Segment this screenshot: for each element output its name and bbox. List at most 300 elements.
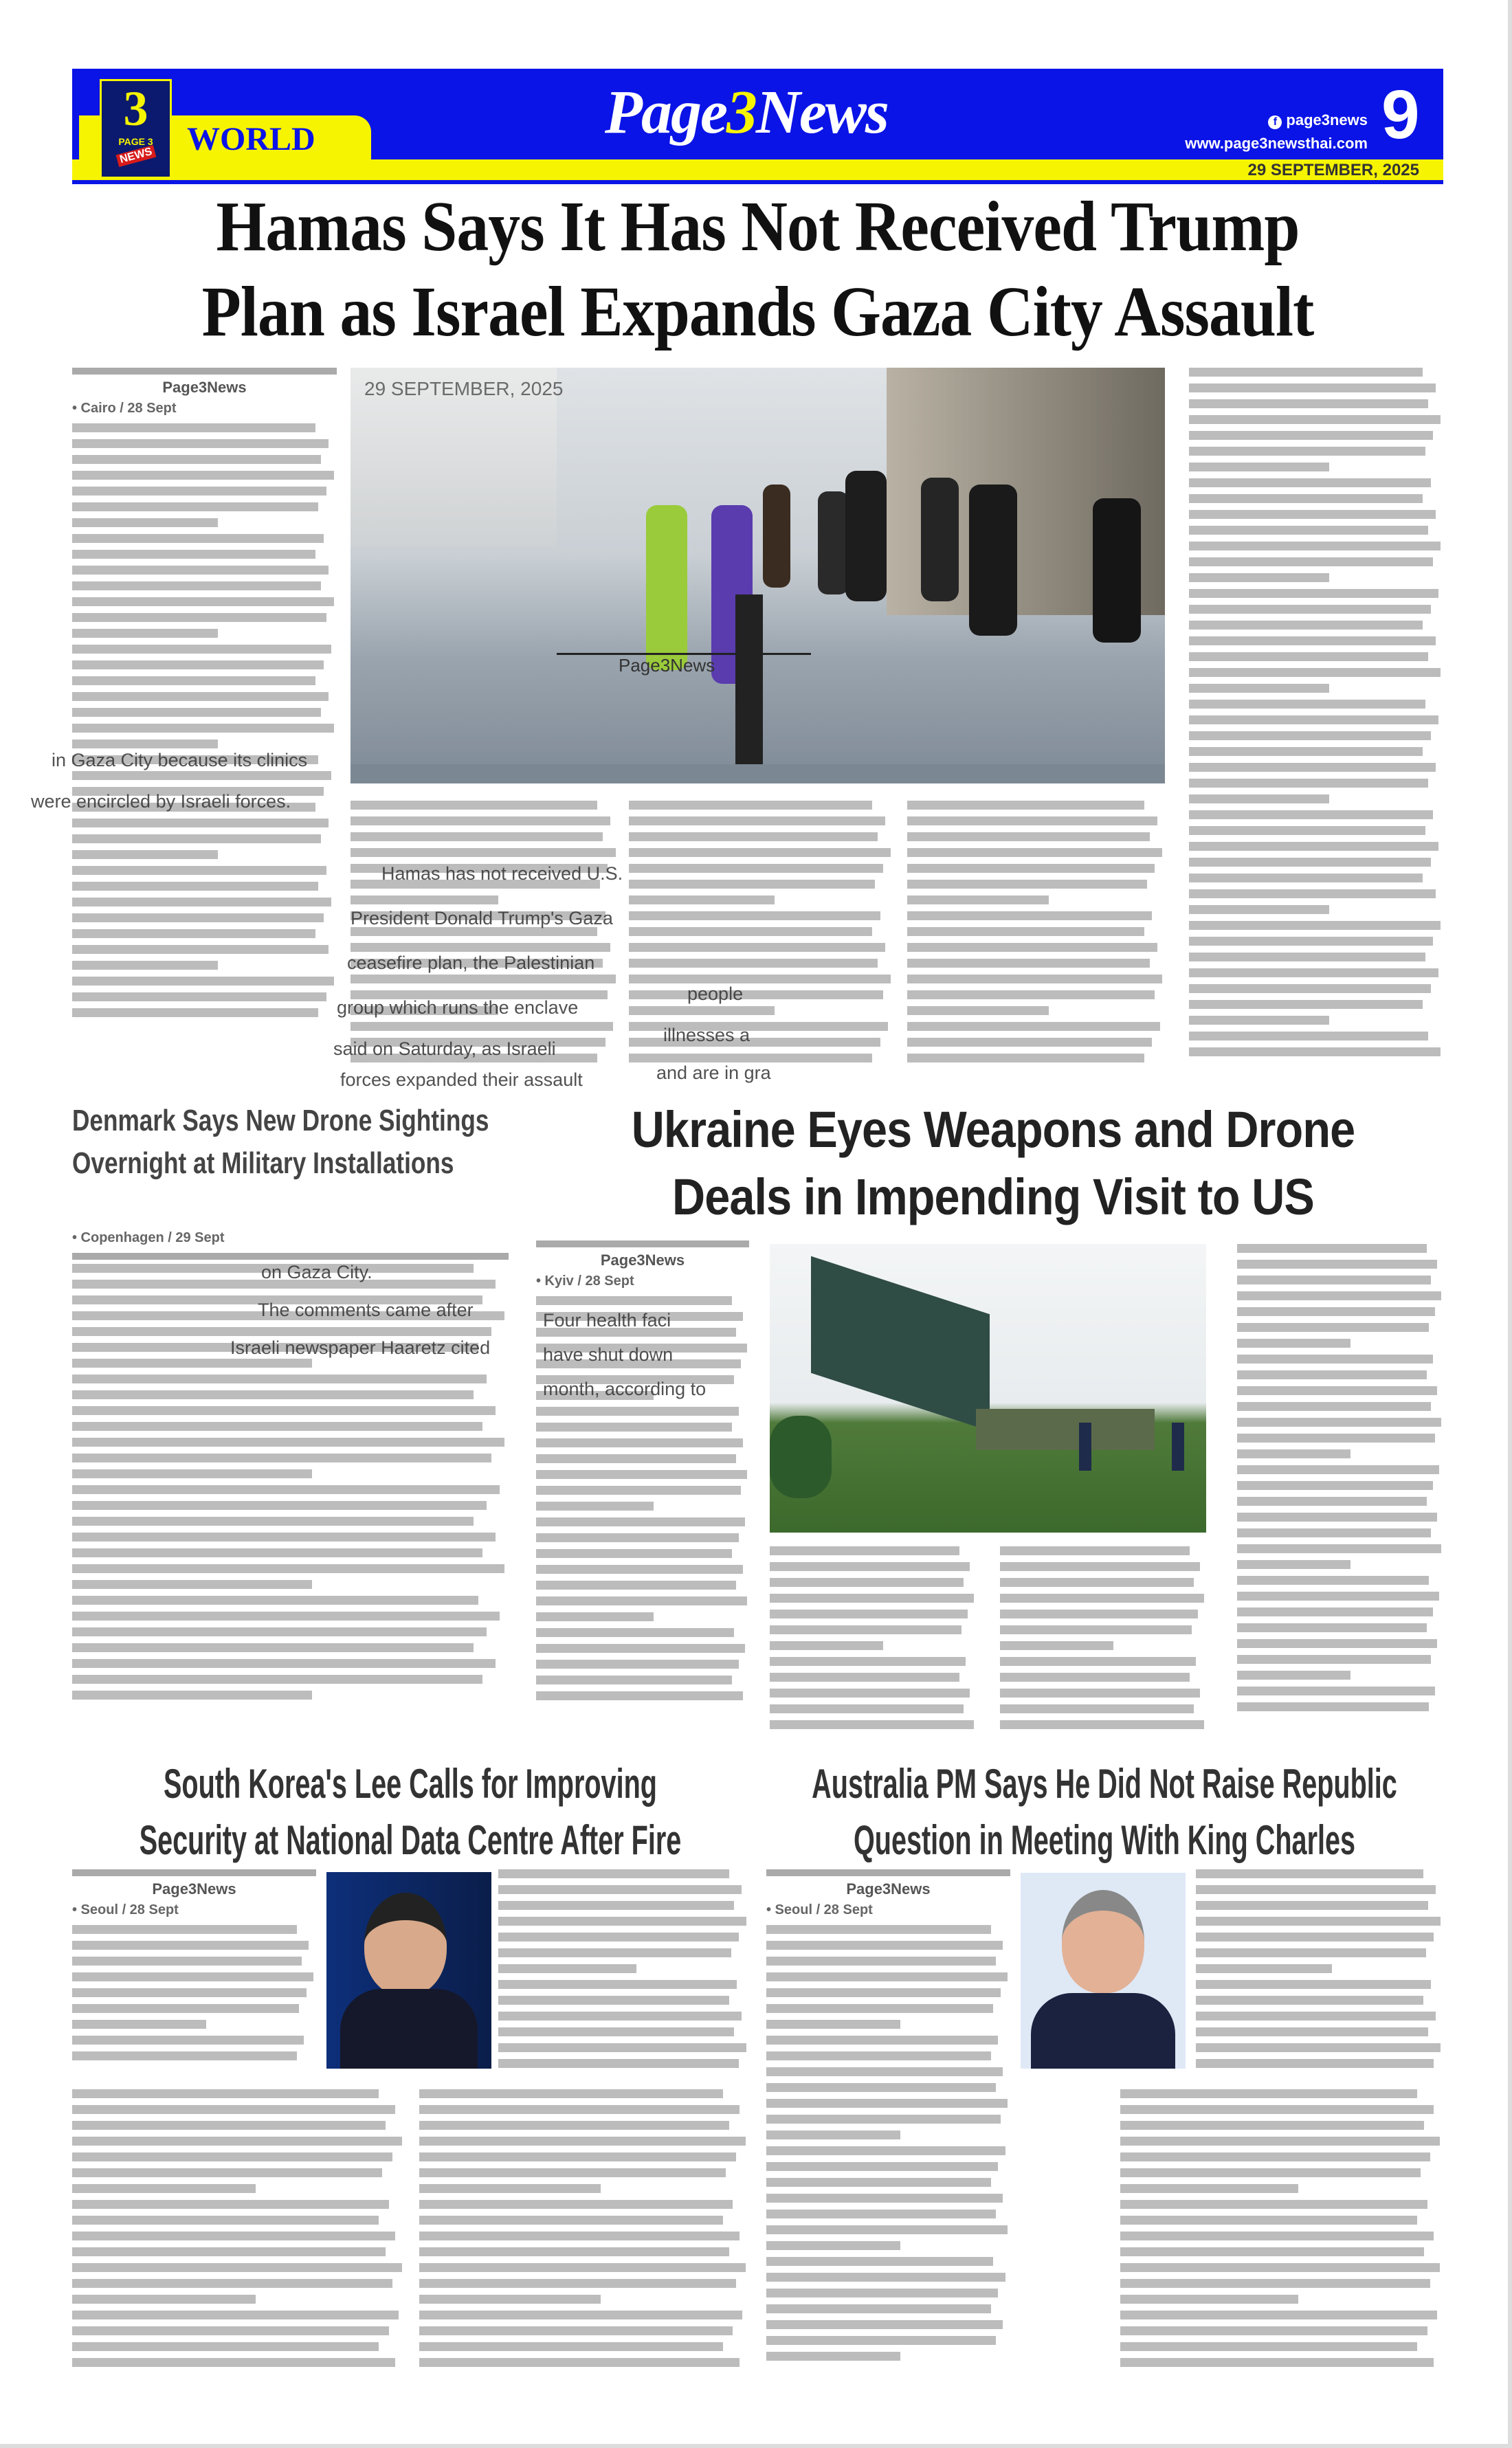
blurred-text-line (1237, 1513, 1437, 1522)
blurred-text-line (1189, 889, 1436, 898)
blurred-text-line (72, 1675, 482, 1684)
blurred-text-line (1237, 1291, 1441, 1300)
blurred-text-line (72, 1008, 318, 1017)
section-label: WORLD (187, 121, 315, 157)
lead-headline-line1: Hamas Says It Has Not Received Trump (216, 187, 1300, 266)
blurred-text-line (1237, 1339, 1350, 1348)
blurred-text-line (72, 1643, 474, 1652)
blurred-text-line (72, 2295, 256, 2304)
blurred-text-line (72, 1612, 500, 1621)
blurred-text-line (1000, 1673, 1190, 1682)
blurred-text-line (72, 423, 315, 432)
blurred-text-line (766, 2320, 1003, 2329)
blurred-text-line (72, 2326, 389, 2335)
blurred-text-line (1189, 858, 1431, 867)
blurred-text-line (419, 2168, 726, 2177)
blurred-text-line (1120, 2200, 1427, 2209)
australia-headline-line1: Australia PM Says He Did Not Raise Republic (812, 1761, 1397, 1807)
korea-dateline: • Seoul / 28 Sept (72, 1902, 179, 1917)
blurred-text-line (419, 2137, 746, 2146)
blurred-text-line (72, 2152, 392, 2161)
blurred-text-line (72, 1580, 312, 1589)
page-number: 9 (1381, 76, 1420, 153)
ukraine-headline-line1: Ukraine Eyes Weapons and Drone (631, 1101, 1355, 1158)
blurred-text-line (1189, 779, 1428, 788)
blurred-text-line (351, 801, 597, 810)
blurred-text-line (72, 1925, 297, 1934)
website-link[interactable]: www.page3newsthai.com (1185, 135, 1368, 152)
blurred-text-line (536, 1486, 741, 1495)
blurred-text-line (72, 1548, 482, 1557)
facebook-icon: f (1268, 115, 1282, 129)
blurred-text-line (1237, 1671, 1350, 1680)
blurred-text-line (766, 2162, 998, 2171)
blurred-text-line (72, 1517, 474, 1526)
blurred-text-line (766, 1957, 996, 1966)
blurred-text-line (72, 1485, 500, 1494)
blurred-text-line (1000, 1704, 1194, 1713)
blurred-text-line (72, 471, 334, 480)
byline-rule (72, 368, 337, 375)
blurred-text-line (72, 2342, 379, 2351)
blurred-text-line (1189, 921, 1441, 930)
blurred-text-line (766, 2004, 993, 2013)
blurred-text-line (1196, 2027, 1428, 2036)
ghost-text: on Gaza City. (261, 1262, 373, 1282)
logo-number: 3 (123, 81, 148, 136)
blurred-text-line (1000, 1625, 1192, 1634)
blurred-text-line (770, 1673, 959, 1682)
blurred-text-line (72, 597, 334, 606)
blurred-text-line (351, 975, 616, 983)
blurred-text-line (766, 1925, 991, 1934)
blurred-text-line (629, 895, 775, 904)
blurred-text-line (766, 2241, 900, 2250)
blurred-text-line (1237, 1276, 1431, 1284)
blurred-text-line (766, 2210, 996, 2218)
blurred-text-line (766, 1988, 1001, 1997)
blurred-text-line (1189, 478, 1431, 487)
blurred-text-line (419, 2342, 723, 2351)
blurred-text-line (1237, 1370, 1427, 1379)
blurred-text-line (72, 1501, 487, 1510)
ghost-text: people (687, 983, 744, 1004)
blurred-text-line (351, 1022, 613, 1031)
blurred-text-line (1120, 2216, 1417, 2225)
blurred-text-line (766, 2225, 1008, 2234)
ghost-text: ceasefire plan, the Palestinian (347, 953, 595, 973)
blurred-text-line (536, 1676, 732, 1684)
lead-column-left (72, 368, 337, 1082)
blurred-text-line (72, 2168, 382, 2177)
ghost-text: The comments came after (258, 1300, 474, 1320)
blurred-text-line (72, 2279, 392, 2288)
blurred-text-line (1189, 1032, 1428, 1041)
blurred-text-line (907, 880, 1147, 889)
blurred-text-line (72, 2020, 206, 2029)
blurred-text-line (72, 2089, 379, 2098)
blurred-text-line (1189, 1016, 1329, 1025)
blurred-text-line (1237, 1560, 1350, 1569)
blurred-text-line (1237, 1323, 1429, 1332)
blurred-text-line (536, 1628, 734, 1637)
blurred-text-line (1120, 2295, 1298, 2304)
blurred-text-line (72, 613, 326, 622)
blurred-text-line (766, 2273, 1005, 2282)
blurred-text-line (1189, 715, 1438, 724)
blurred-text-line (1120, 2311, 1437, 2319)
ghost-text: Hamas has not received U.S. (381, 863, 623, 884)
blurred-text-line (766, 2304, 991, 2313)
blurred-text-line (907, 864, 1155, 873)
blurred-text-line (1189, 652, 1428, 661)
blurred-text-line (1189, 510, 1436, 519)
blurred-text-line (1237, 1386, 1437, 1395)
blurred-text-line (1237, 1544, 1441, 1553)
denmark-dateline: • Copenhagen / 29 Sept (72, 1230, 225, 1245)
blurred-text-line (1189, 874, 1423, 882)
blurred-text-line (907, 1006, 1049, 1015)
blurred-text-line (498, 2027, 734, 2036)
ghost-text: were encircled by Israeli forces. (31, 791, 291, 812)
lead-headline-line2: Plan as Israel Expands Gaza City Assault (201, 272, 1314, 351)
ukraine-headline-line2: Deals in Impending Visit to US (672, 1168, 1314, 1225)
blurred-text-line (72, 1659, 496, 1668)
blurred-text-line (1237, 1576, 1429, 1585)
australia-dateline: • Seoul / 28 Sept (766, 1902, 873, 1917)
denmark-headline: Denmark Says New Drone Sightings Overnight at Military Installations (72, 1104, 489, 1180)
blurred-text-line (419, 2311, 742, 2319)
blurred-text-line (1237, 1418, 1441, 1427)
blurred-text-line (1196, 1901, 1428, 1910)
blurred-text-line (498, 2012, 742, 2021)
brand-suffix: News (755, 78, 888, 146)
blurred-text-line (498, 1933, 739, 1941)
blurred-text-line (351, 816, 610, 825)
blurred-text-line (351, 832, 603, 841)
blurred-text-line (536, 1691, 743, 1700)
blurred-text-line (536, 1660, 739, 1669)
blurred-text-line (419, 2326, 733, 2335)
blurred-text-line (72, 550, 315, 559)
blurred-text-line (766, 2051, 991, 2060)
blurred-text-line (629, 975, 891, 983)
blurred-text-line (1120, 2152, 1430, 2161)
blurred-text-line (1189, 589, 1438, 598)
blurred-text-line (1189, 794, 1329, 803)
ghost-text: illnesses a (663, 1025, 751, 1045)
blurred-text-line (1237, 1260, 1437, 1269)
blurred-text-line (907, 1038, 1152, 1047)
blurred-text-line (1000, 1657, 1196, 1666)
blurred-text-line (766, 2146, 1005, 2155)
blurred-text-line (72, 850, 218, 859)
blurred-text-line (907, 959, 1150, 968)
blurred-text-line (498, 1901, 734, 1910)
ukraine-column-2 (770, 1546, 976, 1739)
blurred-text-line (1120, 2247, 1424, 2256)
blurred-text-line (72, 2358, 395, 2367)
logo-news: NEWS (115, 145, 156, 167)
blurred-text-line (72, 708, 321, 717)
blurred-text-line (907, 848, 1162, 857)
blurred-text-line (1189, 937, 1433, 946)
blurred-text-line (72, 2263, 402, 2272)
blurred-text-line (629, 911, 880, 920)
blurred-text-line (72, 581, 321, 590)
blurred-text-line (1196, 1996, 1423, 2005)
blurred-text-line (907, 832, 1150, 841)
blurred-text-line (536, 1517, 745, 1526)
blurred-text-line (770, 1610, 968, 1618)
korea-column-1 (72, 1869, 316, 2076)
blurred-text-line (1189, 700, 1425, 709)
blurred-text-line (72, 977, 334, 986)
ghost-text: have shut down (543, 1344, 674, 1365)
blurred-text-line (72, 2184, 256, 2193)
blurred-text-line (72, 1564, 504, 1573)
blurred-text-line (770, 1546, 959, 1555)
blurred-text-line (770, 1689, 970, 1698)
blurred-text-line (72, 645, 331, 654)
korea-column-2 (498, 1869, 749, 2076)
korea-photo-lee-jae-myung (326, 1872, 491, 2069)
blurred-text-line (629, 927, 872, 936)
blurred-text-line (1120, 2137, 1440, 2146)
blurred-text-line (1196, 1980, 1431, 1989)
lead-dateline: • Cairo / 28 Sept (72, 401, 177, 416)
social-handle[interactable]: page3news (1286, 111, 1368, 129)
photo-credit: Page3News (619, 655, 715, 676)
blurred-text-line (766, 2067, 1003, 2076)
blurred-text-line (1000, 1610, 1198, 1618)
lead-byline: Page3News (162, 379, 247, 396)
lead-column-right (1189, 368, 1443, 1082)
blurred-text-line (536, 1470, 747, 1479)
blurred-text-line (72, 1596, 478, 1605)
blurred-text-line (1189, 763, 1436, 772)
blurred-text-line (907, 990, 1155, 999)
ghost-text: in Gaza City because its clinics (52, 750, 308, 770)
korea-byline: Page3News (152, 1880, 236, 1898)
blurred-text-line (1189, 1000, 1423, 1009)
blurred-text-line (72, 2232, 395, 2240)
page3-logo (100, 79, 172, 179)
ghost-text: Four health faci (543, 1310, 671, 1331)
ghost-date: 29 SEPTEMBER, 2025 (364, 378, 564, 399)
blurred-text-line (770, 1704, 964, 1713)
blurred-text-line (766, 2336, 996, 2345)
ukraine-column-3 (1000, 1546, 1206, 1739)
blurred-text-line (907, 911, 1152, 920)
blurred-text-line (1189, 747, 1423, 756)
blurred-text-line (419, 2247, 729, 2256)
blurred-text-line (419, 2358, 740, 2367)
blurred-text-line (1189, 953, 1425, 961)
ukraine-headline (543, 1096, 1443, 1231)
blurred-text-line (1189, 431, 1433, 440)
blurred-text-line (498, 1917, 746, 1926)
blurred-text-line (72, 1627, 487, 1636)
blurred-text-line (770, 1641, 883, 1650)
blurred-text-line (72, 455, 321, 464)
blurred-text-line (1237, 1592, 1439, 1601)
blurred-text-line (1189, 494, 1423, 503)
blurred-text-line (1237, 1465, 1439, 1474)
blurred-text-line (1237, 1402, 1431, 1411)
blurred-text-line (72, 1972, 313, 1981)
blurred-text-line (72, 724, 334, 733)
blurred-text-line (536, 1549, 732, 1558)
blurred-text-line (1189, 415, 1441, 424)
blurred-text-line (536, 1407, 739, 1416)
blurred-text-line (770, 1720, 974, 1729)
blurred-text-line (766, 2194, 1003, 2203)
blurred-text-line (1189, 605, 1431, 614)
blurred-text-line (1189, 573, 1329, 582)
blurred-text-line (72, 1390, 474, 1399)
blurred-text-line (1189, 368, 1423, 377)
blurred-text-line (770, 1625, 961, 1634)
brand-number: 3 (726, 78, 756, 146)
korea-column-4 (419, 2089, 749, 2378)
blurred-text-line (1189, 984, 1431, 993)
blurred-text-line (419, 2279, 736, 2288)
blurred-text-line (770, 1562, 970, 1571)
blurred-text-line (1196, 1933, 1434, 1941)
blurred-text-line (1120, 2184, 1298, 2193)
blurred-text-line (629, 832, 878, 841)
blurred-text-line (1237, 1307, 1435, 1316)
blurred-text-line (1120, 2263, 1440, 2272)
blurred-text-line (770, 1578, 964, 1587)
blurred-text-line (629, 801, 872, 810)
blurred-text-line (1189, 463, 1329, 471)
blurred-text-line (1000, 1689, 1200, 1698)
blurred-text-line (72, 1454, 491, 1462)
blurred-text-line (498, 1964, 636, 1973)
blurred-text-line (1000, 1578, 1194, 1587)
blurred-text-line (766, 2352, 900, 2361)
korea-headline-line1: South Korea's Lee Calls for Improving (164, 1761, 657, 1807)
blurred-text-line (1000, 1641, 1113, 1650)
blurred-text-line (72, 929, 315, 938)
blurred-text-line (72, 771, 331, 780)
blurred-text-line (72, 992, 326, 1001)
blurred-text-line (1189, 668, 1441, 677)
australia-column-3 (1120, 2089, 1443, 2378)
ukraine-dateline: • Kyiv / 28 Sept (536, 1273, 634, 1289)
korea-headline (72, 1756, 749, 1869)
blurred-text-line (72, 439, 329, 448)
blurred-text-line (907, 927, 1144, 936)
australia-photo-albanese (1021, 1873, 1186, 2069)
blurred-text-line (72, 534, 324, 543)
blurred-text-line (629, 1006, 775, 1015)
blurred-text-line (351, 848, 616, 857)
blurred-text-line (907, 1054, 1144, 1062)
blurred-text-line (907, 943, 1157, 952)
blurred-text-line (72, 882, 318, 891)
blurred-text-line (536, 1644, 745, 1653)
blurred-text-line (419, 2216, 723, 2225)
blurred-text-line (1189, 968, 1438, 977)
blurred-text-line (1237, 1607, 1433, 1616)
blurred-text-line (72, 692, 329, 701)
blurred-text-line (1189, 383, 1436, 392)
byline-rule (536, 1240, 749, 1247)
australia-column-2 (1196, 1869, 1443, 2076)
blurred-text-line (1189, 557, 1433, 566)
ghost-text: said on Saturday, as Israeli (333, 1038, 556, 1059)
blurred-text-line (766, 2178, 991, 2187)
blurred-text-line (1120, 2358, 1434, 2367)
blurred-text-line (536, 1612, 654, 1621)
blurred-text-line (419, 2121, 729, 2130)
blurred-text-line (1196, 1885, 1436, 1894)
issue-date: 29 SEPTEMBER, 2025 (1247, 161, 1419, 179)
blurred-text-line (72, 676, 315, 685)
blurred-text-line (498, 2043, 746, 2052)
blurred-text-line (419, 2263, 746, 2272)
blurred-text-line (72, 629, 218, 638)
blurred-text-line (770, 1657, 966, 1666)
blurred-text-line (766, 2130, 900, 2139)
blurred-text-line (1000, 1562, 1200, 1571)
blurred-text-line (419, 2232, 740, 2240)
blurred-text-line (351, 895, 498, 904)
blurred-text-line (72, 1359, 312, 1368)
blurred-text-line (72, 1533, 496, 1542)
blurred-text-line (1237, 1639, 1437, 1648)
blurred-text-line (1000, 1594, 1204, 1603)
blurred-text-line (419, 2184, 601, 2193)
blurred-text-line (72, 660, 324, 669)
blurred-text-line (766, 1941, 1003, 1950)
blurred-text-line (1196, 2012, 1436, 2021)
blurred-text-line (1196, 1917, 1441, 1926)
blurred-text-line (1120, 2232, 1434, 2240)
byline-rule (766, 1869, 1010, 1876)
blurred-text-line (766, 2115, 1001, 2124)
blurred-text-line (1237, 1497, 1427, 1506)
blurred-text-line (1237, 1434, 1435, 1443)
blurred-text-line (351, 943, 610, 952)
blurred-text-line (629, 990, 883, 999)
blurred-text-line (1196, 1964, 1332, 1973)
blurred-text-line (72, 566, 329, 575)
blurred-text-line (72, 2216, 379, 2225)
blurred-text-line (72, 961, 218, 970)
ghost-text: President Donald Trump's Gaza (351, 908, 613, 928)
ukraine-column-right (1237, 1244, 1443, 1739)
blurred-text-line (72, 2051, 297, 2060)
blurred-text-line (72, 1327, 491, 1336)
blurred-text-line (536, 1565, 743, 1574)
blurred-text-line (72, 2105, 395, 2114)
blurred-text-line (629, 816, 885, 825)
blurred-text-line (72, 739, 218, 748)
blurred-text-line (766, 2020, 900, 2029)
blurred-text-line (72, 1957, 302, 1966)
blurred-text-line (1189, 399, 1428, 408)
blurred-text-line (629, 864, 883, 873)
blurred-text-line (907, 975, 1162, 983)
blurred-text-line (419, 2295, 601, 2304)
blurred-text-line (1189, 842, 1438, 851)
blurred-text-line (72, 913, 324, 922)
blurred-text-line (907, 816, 1157, 825)
